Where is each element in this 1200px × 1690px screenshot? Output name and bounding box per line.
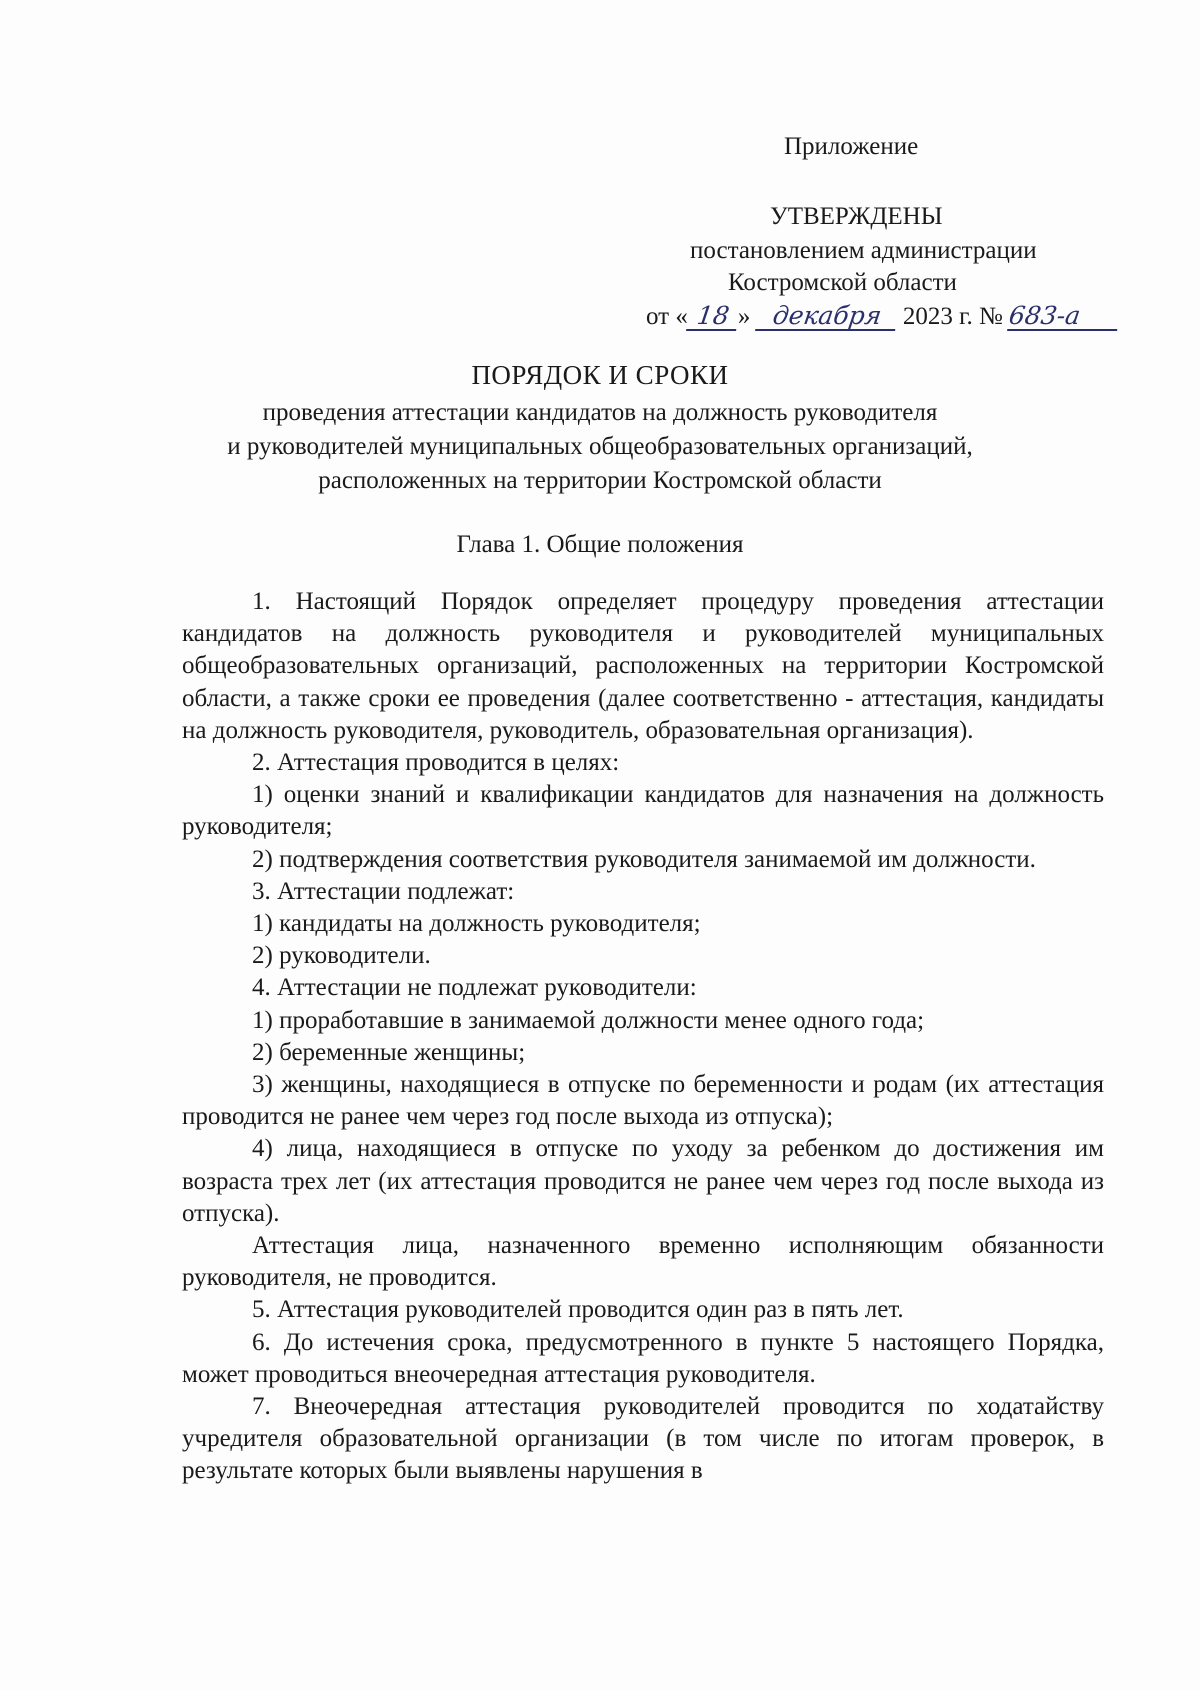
paragraph: 5. Аттестация руководителей проводится один раз в пять лет. xyxy=(252,1296,904,1324)
paragraph: 4. Аттестации не подлежат руководители: xyxy=(252,974,697,1002)
approval-line-resolution: постановлением администрации xyxy=(690,237,1037,264)
paragraph: 2) руководители. xyxy=(252,942,431,970)
date-prefix: от « xyxy=(646,303,688,330)
handwritten-month: декабря xyxy=(755,303,899,331)
document-subtitle-line-3: расположенных на территории Костромской области xyxy=(318,467,882,494)
handwritten-document-number: 683-а xyxy=(1007,303,1121,331)
paragraph: Аттестация лица, назначенного временно исполняющим обязанности руководителя, не проводится. xyxy=(182,1232,1104,1292)
paragraph: 1) кандидаты на должность руководителя; xyxy=(252,910,701,938)
paragraph: 3. Аттестации подлежат: xyxy=(252,877,515,905)
paragraph: 6. До истечения срока, предусмотренного в пункте 5 настоящего Порядка, может проводиться внеочередная аттестация руководителя. xyxy=(182,1328,1104,1388)
paragraph: 3) женщины, находящиеся в отпуске по беременности и родам (их аттестация проводится не ранее чем через год после выхода из отпуска); xyxy=(182,1071,1104,1131)
document-body xyxy=(182,586,1104,1488)
appendix-label: Приложение xyxy=(784,133,919,160)
date-quote-close: » xyxy=(737,303,751,330)
paragraph: 1) оценки знаний и квалификации кандидатов для назначения на должность руководителя; xyxy=(182,781,1104,841)
document-subtitle-line-2: и руководителей муниципальных общеобразовательных организаций, xyxy=(227,433,973,460)
document-subtitle-line-1: проведения аттестации кандидатов на должность руководителя xyxy=(262,399,938,426)
handwritten-day: 18 xyxy=(686,303,740,331)
approval-line-region: Костромской области xyxy=(728,269,957,296)
paragraph: 1. Настоящий Порядок определяет процедуру проведения аттестации кандидатов на должность руководителя и руководителей муниципальных общеобразовательных организаций, расположенных на территории Костромской области, а также сроки ее проведения (далее соответственно - аттестация, кандидаты на должность руководителя, руководитель, образовательная организация). xyxy=(182,588,1104,744)
paragraph: 4) лица, находящиеся в отпуске по уходу за ребенком до достижения им возраста трех лет (их аттестация проводится не ранее чем через год после выхода из отпуска). xyxy=(182,1135,1104,1227)
paragraph: 2) беременные женщины; xyxy=(252,1038,526,1066)
paragraph: 2) подтверждения соответствия руководителя занимаемой им должности. xyxy=(252,845,1036,873)
date-year-number-label: 2023 г. № xyxy=(902,303,1003,330)
document-title: ПОРЯДОК И СРОКИ xyxy=(471,360,729,390)
chapter-heading: Глава 1. Общие положения xyxy=(456,531,744,558)
paragraph: 2. Аттестация проводится в целях: xyxy=(252,749,620,777)
paragraph: 7. Внеочередная аттестация руководителей проводится по ходатайству учредителя образовательной организации (в том числе по итогам проверок, в результате которых были выявлены нарушения в xyxy=(182,1393,1104,1485)
approval-date-line xyxy=(646,300,1119,334)
paragraph: 1) проработавшие в занимаемой должности менее одного года; xyxy=(252,1006,925,1034)
approved-heading: УТВЕРЖДЕНЫ xyxy=(770,203,943,230)
